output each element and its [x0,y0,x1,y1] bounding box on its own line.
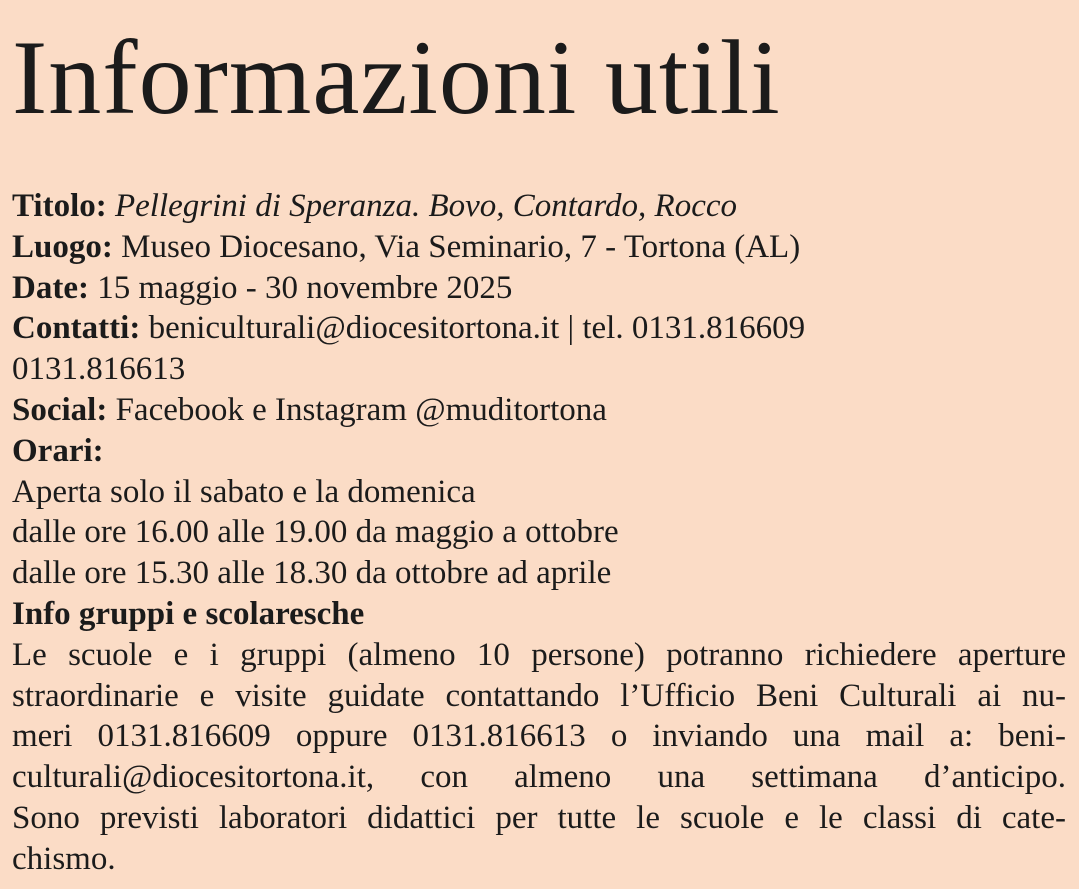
info-gruppi-line: chismo. [12,840,116,877]
luogo-row [12,227,1066,268]
orari-line: dalle ore 16.00 alle 19.00 da maggio a ottobre [12,514,619,551]
info-gruppi-line: meri 0131.816609 oppure 0131.816613 o inviando una mail a: beni- [12,718,1066,755]
info-gruppi-line: Sono previsti laboratori didattici per tutte le scuole e le classi di cate- [12,799,1066,836]
info-panel [12,0,1068,889]
date-label: Date: [12,269,89,306]
titolo-value: Pellegrini di Speranza. Bovo, Contardo, Rocco [114,188,738,224]
info-gruppi-line: straordinarie e visite guidate contattando l’Ufficio Beni Culturali ai nu- [12,677,1066,714]
date-value: 15 maggio - 30 novembre 2025 [97,269,513,306]
info-gruppi-line: Le scuole e i gruppi (almeno 10 persone) potranno richiedere aperture [12,636,1066,673]
page-title: Informazioni utili [12,19,781,136]
info-gruppi-line: culturali@diocesitortona.it, con almeno una settimana d’anticipo. [12,759,1066,796]
date-row [12,268,1066,309]
luogo-value: Museo Diocesano, Via Seminario, 7 - Tortona (AL) [121,228,801,265]
info-body [12,186,1066,880]
contatti-row [12,308,1066,349]
contatti-value: beniculturali@diocesitortona.it | tel. 0131.816609 [148,310,806,347]
info-gruppi-heading: Info gruppi e scolaresche [12,595,365,632]
social-value: Facebook e Instagram @muditortona [115,391,607,428]
contatti-label: Contatti: [12,310,141,347]
social-row [12,390,1066,431]
titolo-label: Titolo: [12,188,107,224]
titolo-row [12,186,1066,227]
orari-line: Aperta solo il sabato e la domenica [12,473,476,510]
orari-label: Orari: [12,432,104,469]
luogo-label: Luogo: [12,228,113,265]
contatti-value-continued: 0131.816613 [12,351,186,388]
social-label: Social: [12,391,108,428]
orari-line: dalle ore 15.30 alle 18.30 da ottobre ad aprile [12,555,612,592]
